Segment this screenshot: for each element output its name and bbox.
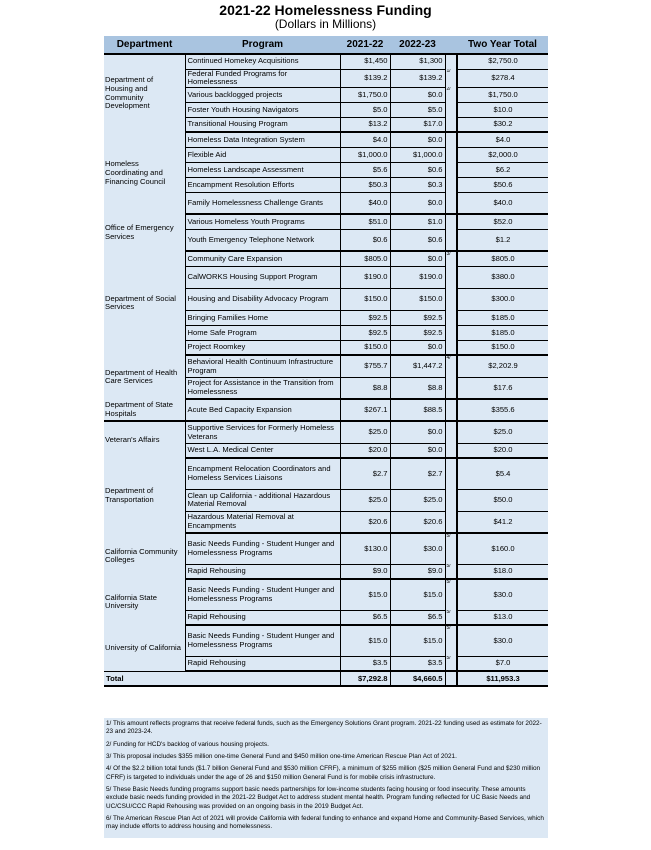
program-cell: Hazardous Material Removal at Encampments bbox=[185, 511, 340, 533]
value-2021-22-cell: $92.5 bbox=[340, 325, 390, 340]
value-2021-22-cell: $3.5 bbox=[340, 656, 390, 671]
header-footnote-spacer bbox=[445, 36, 457, 54]
footnote-marker: 5/ bbox=[445, 625, 457, 656]
value-2022-23-cell: $92.5 bbox=[390, 325, 445, 340]
value-2022-23-cell: $92.5 bbox=[390, 310, 445, 325]
value-2022-23-cell: $1,000.0 bbox=[390, 147, 445, 162]
header-two-year-total: Two Year Total bbox=[457, 36, 548, 54]
footnote-marker bbox=[445, 214, 457, 229]
program-cell: Clean up California - additional Hazardous Material Removal bbox=[185, 489, 340, 511]
two-year-total-cell: $30.0 bbox=[457, 579, 548, 610]
program-cell: Basic Needs Funding - Student Hunger and Homelessness Programs bbox=[185, 579, 340, 610]
value-2021-22-cell: $5.0 bbox=[340, 102, 390, 117]
footnote-marker bbox=[445, 192, 457, 214]
value-2022-23-cell: $1.0 bbox=[390, 214, 445, 229]
value-2022-23-cell: $1,447.2 bbox=[390, 355, 445, 377]
value-2022-23-cell: $0.6 bbox=[390, 162, 445, 177]
program-cell: CalWORKS Housing Support Program bbox=[185, 266, 340, 288]
value-2021-22-cell: $9.0 bbox=[340, 564, 390, 579]
program-cell: Transitional Housing Program bbox=[185, 117, 340, 132]
footnote-marker bbox=[445, 511, 457, 533]
two-year-total-cell: $52.0 bbox=[457, 214, 548, 229]
program-cell: West L.A. Medical Center bbox=[185, 443, 340, 458]
department-cell: California Community Colleges bbox=[104, 533, 185, 579]
value-2021-22-cell: $15.0 bbox=[340, 625, 390, 656]
value-2022-23-cell: $0.0 bbox=[390, 251, 445, 266]
value-2021-22-cell: $5.6 bbox=[340, 162, 390, 177]
footnote-marker: 5/ bbox=[445, 533, 457, 564]
footnote-marker bbox=[445, 288, 457, 310]
funding-table bbox=[104, 36, 548, 687]
footnote-marker bbox=[445, 54, 457, 69]
department-cell: Homeless Coordinating and Financing Council bbox=[104, 132, 185, 214]
value-2022-23-cell: $9.0 bbox=[390, 564, 445, 579]
value-2022-23-cell: $88.5 bbox=[390, 399, 445, 421]
value-2021-22-cell: $15.0 bbox=[340, 579, 390, 610]
footnote-marker bbox=[445, 117, 457, 132]
table-row bbox=[104, 625, 548, 656]
footnote-marker: 3/ bbox=[445, 251, 457, 266]
table-body bbox=[104, 54, 548, 686]
program-cell: Basic Needs Funding - Student Hunger and Homelessness Programs bbox=[185, 625, 340, 656]
header-program: Program bbox=[185, 36, 340, 54]
two-year-total-cell: $278.4 bbox=[457, 69, 548, 87]
value-2022-23-cell: $30.0 bbox=[390, 533, 445, 564]
department-cell: Department of State Hospitals bbox=[104, 399, 185, 421]
two-year-total-cell: $185.0 bbox=[457, 325, 548, 340]
value-2022-23-cell: $0.0 bbox=[390, 192, 445, 214]
footnote-marker bbox=[445, 421, 457, 443]
footnote-marker bbox=[445, 399, 457, 421]
value-2022-23-cell: $139.2 bbox=[390, 69, 445, 87]
program-cell: Supportive Services for Formerly Homeless Veterans bbox=[185, 421, 340, 443]
program-cell: Various backlogged projects bbox=[185, 87, 340, 102]
table-row bbox=[104, 399, 548, 421]
value-2022-23-cell: $5.0 bbox=[390, 102, 445, 117]
value-2021-22-cell: $150.0 bbox=[340, 340, 390, 355]
value-2021-22-cell: $20.0 bbox=[340, 443, 390, 458]
footnote-marker bbox=[445, 443, 457, 458]
two-year-total-cell: $17.6 bbox=[457, 377, 548, 399]
department-cell: Department of Health Care Services bbox=[104, 355, 185, 399]
two-year-total-cell: $7.0 bbox=[457, 656, 548, 671]
two-year-total-cell: $160.0 bbox=[457, 533, 548, 564]
two-year-total-cell: $20.0 bbox=[457, 443, 548, 458]
footnote-marker bbox=[445, 310, 457, 325]
program-cell: Homeless Data Integration System bbox=[185, 132, 340, 147]
footnote: 6/ The American Rescue Plan Act of 2021 will provide California with federal funding to enhance and expand Home and Community-Based Services, which may include efforts to address housing and homelessness. bbox=[106, 814, 544, 831]
value-2021-22-cell: $13.2 bbox=[340, 117, 390, 132]
value-2021-22-cell: $139.2 bbox=[340, 69, 390, 87]
footnote-marker: 1/ bbox=[445, 69, 457, 87]
footnote-marker bbox=[445, 266, 457, 288]
value-2022-23-cell: $0.0 bbox=[390, 421, 445, 443]
footnote-marker bbox=[445, 489, 457, 511]
program-cell: Homeless Landscape Assessment bbox=[185, 162, 340, 177]
two-year-total-cell: $30.0 bbox=[457, 625, 548, 656]
program-cell: Behavioral Health Continuum Infrastructure Program bbox=[185, 355, 340, 377]
two-year-total-cell: $2,000.0 bbox=[457, 147, 548, 162]
total-row bbox=[104, 671, 548, 686]
program-cell: Project for Assistance in the Transition from Homelessness bbox=[185, 377, 340, 399]
footnote: 1/ This amount reflects programs that receive federal funds, such as the Emergency Solutions Grant program. 2021-22 funding used as estimate for 2022-23 and 2023-24. bbox=[106, 720, 542, 736]
footnotes bbox=[104, 718, 548, 838]
two-year-total-cell: $355.6 bbox=[457, 399, 548, 421]
two-year-total-cell: $10.0 bbox=[457, 102, 548, 117]
program-cell: Rapid Rehousing bbox=[185, 564, 340, 579]
value-2022-23-cell: $2.7 bbox=[390, 458, 445, 489]
value-2021-22-cell: $755.7 bbox=[340, 355, 390, 377]
page-subtitle: (Dollars in Millions) bbox=[274, 17, 377, 31]
value-2022-23-cell: $0.0 bbox=[390, 132, 445, 147]
value-2021-22-cell: $130.0 bbox=[340, 533, 390, 564]
total-footnote-spacer bbox=[445, 671, 457, 686]
program-cell: Foster Youth Housing Navigators bbox=[185, 102, 340, 117]
two-year-total-cell: $18.0 bbox=[457, 564, 548, 579]
table-row bbox=[104, 579, 548, 610]
department-cell: University of California bbox=[104, 625, 185, 671]
footnote: 2/ Funding for HCD's backlog of various housing projects. bbox=[106, 740, 269, 748]
two-year-total-cell: $185.0 bbox=[457, 310, 548, 325]
value-2021-22-cell: $150.0 bbox=[340, 288, 390, 310]
value-2021-22-cell: $25.0 bbox=[340, 421, 390, 443]
value-2021-22-cell: $51.0 bbox=[340, 214, 390, 229]
department-cell: Veteran's Affairs bbox=[104, 421, 185, 458]
program-cell: Rapid Rehousing bbox=[185, 610, 340, 625]
department-cell: California State University bbox=[104, 579, 185, 625]
program-cell: Encampment Resolution Efforts bbox=[185, 177, 340, 192]
page-title: 2021-22 Homelessness Funding bbox=[219, 2, 432, 18]
footnote-marker bbox=[445, 340, 457, 355]
two-year-total-cell: $1.2 bbox=[457, 229, 548, 251]
department-cell: Office of Emergency Services bbox=[104, 214, 185, 251]
value-2022-23-cell: $0.0 bbox=[390, 340, 445, 355]
funding-table-container bbox=[104, 36, 548, 687]
value-2021-22-cell: $1,450 bbox=[340, 54, 390, 69]
value-2021-22-cell: $0.6 bbox=[340, 229, 390, 251]
header-2021-22: 2021-22 bbox=[340, 36, 390, 54]
value-2021-22-cell: $1,750.0 bbox=[340, 87, 390, 102]
two-year-total-cell: $1,750.0 bbox=[457, 87, 548, 102]
total-label: Total bbox=[104, 671, 340, 686]
program-cell: Community Care Expansion bbox=[185, 251, 340, 266]
value-2021-22-cell: $2.7 bbox=[340, 458, 390, 489]
value-2021-22-cell: $40.0 bbox=[340, 192, 390, 214]
value-2022-23-cell: $150.0 bbox=[390, 288, 445, 310]
footnote-marker bbox=[445, 377, 457, 399]
value-2021-22-cell: $267.1 bbox=[340, 399, 390, 421]
value-2022-23-cell: $20.6 bbox=[390, 511, 445, 533]
footnote-marker bbox=[445, 458, 457, 489]
value-2022-23-cell: $0.6 bbox=[390, 229, 445, 251]
total-2021-22: $7,292.8 bbox=[340, 671, 390, 686]
two-year-total-cell: $4.0 bbox=[457, 132, 548, 147]
total-two-year: $11,953.3 bbox=[457, 671, 548, 686]
value-2021-22-cell: $50.3 bbox=[340, 177, 390, 192]
table-row bbox=[104, 132, 548, 147]
footnote: 4/ Of the $2.2 billion total funds ($1.7 billion General Fund and $530 million CFRF), a minimum of $255 million ($25 million General Fund and $230 million CFRF) is targeted to individuals under the age of 26 and $150 million General Fund is for mobile crisis infrastructure. bbox=[106, 765, 541, 781]
header-row bbox=[104, 36, 548, 54]
two-year-total-cell: $2,202.9 bbox=[457, 355, 548, 377]
footnote-marker: 5/ bbox=[445, 564, 457, 579]
table-row bbox=[104, 251, 548, 266]
two-year-total-cell: $25.0 bbox=[457, 421, 548, 443]
header-department: Department bbox=[104, 36, 185, 54]
header-2022-23: 2022-23 bbox=[390, 36, 445, 54]
program-cell: Encampment Relocation Coordinators and Homeless Services Liaisons bbox=[185, 458, 340, 489]
department-cell: Department of Housing and Community Development bbox=[104, 54, 185, 132]
footnote-marker: 4/ bbox=[445, 355, 457, 377]
value-2021-22-cell: $805.0 bbox=[340, 251, 390, 266]
value-2021-22-cell: $190.0 bbox=[340, 266, 390, 288]
program-cell: Basic Needs Funding - Student Hunger and Homelessness Programs bbox=[185, 533, 340, 564]
two-year-total-cell: $5.4 bbox=[457, 458, 548, 489]
table-row bbox=[104, 54, 548, 69]
footnote: 5/ These Basic Needs funding programs support basic needs partnerships for low-income students facing housing or food insecurity. These amounts exclude basic needs funding provided in the 2021-22 Budget Act to address student mental health. Program funding reflected for UC Basic Needs and UC/CSU/CCC Rapid Rehousing was provided on an ongoing basis in the 2019 Budget Act. bbox=[106, 785, 531, 810]
two-year-total-cell: $30.2 bbox=[457, 117, 548, 132]
value-2022-23-cell: $0.3 bbox=[390, 177, 445, 192]
value-2022-23-cell: $15.0 bbox=[390, 579, 445, 610]
total-2022-23: $4,660.5 bbox=[390, 671, 445, 686]
value-2021-22-cell: $1,000.0 bbox=[340, 147, 390, 162]
value-2022-23-cell: $25.0 bbox=[390, 489, 445, 511]
footnote-marker: 5/ bbox=[445, 610, 457, 625]
table-row bbox=[104, 533, 548, 564]
two-year-total-cell: $50.0 bbox=[457, 489, 548, 511]
program-cell: Flexible Aid bbox=[185, 147, 340, 162]
program-cell: Various Homeless Youth Programs bbox=[185, 214, 340, 229]
table-row bbox=[104, 214, 548, 229]
footnote-marker bbox=[445, 147, 457, 162]
value-2022-23-cell: $1,300 bbox=[390, 54, 445, 69]
value-2022-23-cell: $3.5 bbox=[390, 656, 445, 671]
footnote-marker bbox=[445, 102, 457, 117]
two-year-total-cell: $13.0 bbox=[457, 610, 548, 625]
footnote-marker bbox=[445, 177, 457, 192]
value-2022-23-cell: $17.0 bbox=[390, 117, 445, 132]
value-2022-23-cell: $190.0 bbox=[390, 266, 445, 288]
program-cell: Youth Emergency Telephone Network bbox=[185, 229, 340, 251]
program-cell: Family Homelessness Challenge Grants bbox=[185, 192, 340, 214]
value-2022-23-cell: $0.0 bbox=[390, 443, 445, 458]
two-year-total-cell: $40.0 bbox=[457, 192, 548, 214]
two-year-total-cell: $805.0 bbox=[457, 251, 548, 266]
footnote-marker bbox=[445, 229, 457, 251]
footnote-marker: 2/ bbox=[445, 87, 457, 102]
table-row bbox=[104, 421, 548, 443]
value-2022-23-cell: $6.5 bbox=[390, 610, 445, 625]
value-2021-22-cell: $8.8 bbox=[340, 377, 390, 399]
footnote-marker bbox=[445, 162, 457, 177]
two-year-total-cell: $50.6 bbox=[457, 177, 548, 192]
value-2021-22-cell: $20.6 bbox=[340, 511, 390, 533]
program-cell: Home Safe Program bbox=[185, 325, 340, 340]
value-2022-23-cell: $15.0 bbox=[390, 625, 445, 656]
footnote-marker: 5/ bbox=[445, 656, 457, 671]
value-2022-23-cell: $0.0 bbox=[390, 87, 445, 102]
program-cell: Rapid Rehousing bbox=[185, 656, 340, 671]
program-cell: Federal Funded Programs for Homelessness bbox=[185, 69, 340, 87]
footnote: 3/ This proposal includes $355 million one-time General Fund and $450 million one-time American Rescue Plan Act of 2021. bbox=[106, 752, 457, 760]
footnote-marker bbox=[445, 325, 457, 340]
footnote-marker bbox=[445, 132, 457, 147]
value-2021-22-cell: $25.0 bbox=[340, 489, 390, 511]
two-year-total-cell: $6.2 bbox=[457, 162, 548, 177]
value-2021-22-cell: $6.5 bbox=[340, 610, 390, 625]
department-cell: Department of Transportation bbox=[104, 458, 185, 533]
two-year-total-cell: $380.0 bbox=[457, 266, 548, 288]
two-year-total-cell: $150.0 bbox=[457, 340, 548, 355]
two-year-total-cell: $2,750.0 bbox=[457, 54, 548, 69]
program-cell: Project Roomkey bbox=[185, 340, 340, 355]
table-row bbox=[104, 355, 548, 377]
program-cell: Acute Bed Capacity Expansion bbox=[185, 399, 340, 421]
program-cell: Continued Homekey Acquisitions bbox=[185, 54, 340, 69]
department-cell: Department of Social Services bbox=[104, 251, 185, 355]
two-year-total-cell: $300.0 bbox=[457, 288, 548, 310]
table-row bbox=[104, 458, 548, 489]
value-2022-23-cell: $8.8 bbox=[390, 377, 445, 399]
footnote-marker: 5/ bbox=[445, 579, 457, 610]
value-2021-22-cell: $4.0 bbox=[340, 132, 390, 147]
program-cell: Bringing Families Home bbox=[185, 310, 340, 325]
program-cell: Housing and Disability Advocacy Program bbox=[185, 288, 340, 310]
two-year-total-cell: $41.2 bbox=[457, 511, 548, 533]
value-2021-22-cell: $92.5 bbox=[340, 310, 390, 325]
